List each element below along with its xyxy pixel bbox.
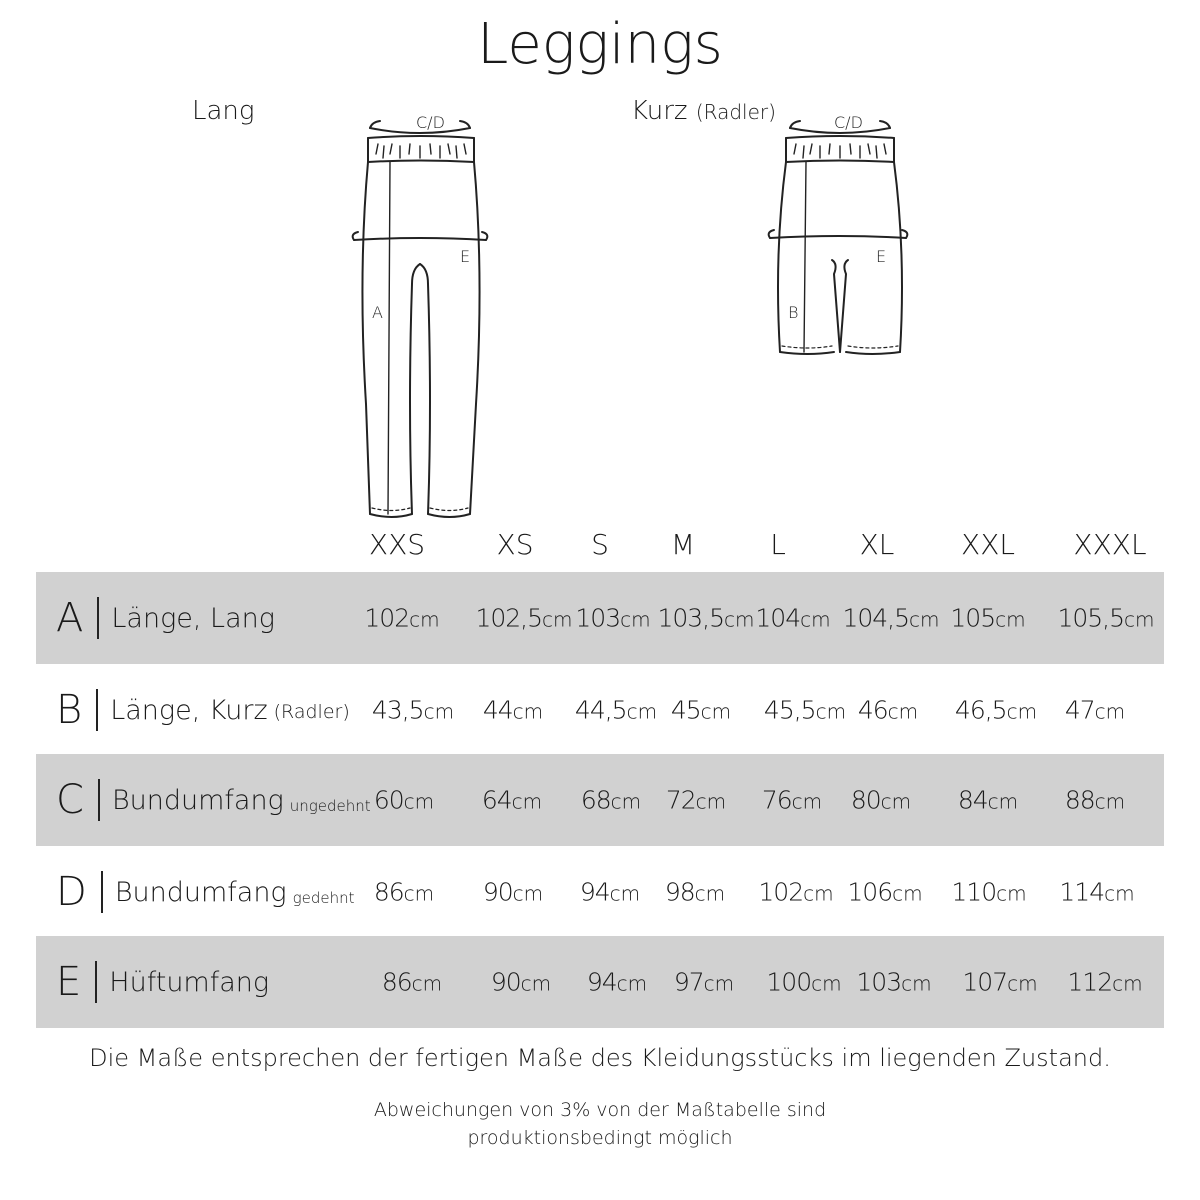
size-header: XL [859, 528, 895, 561]
measurement-unit: cm [987, 789, 1019, 814]
measurement-unit: cm [1094, 699, 1126, 724]
measurement-unit: cm [411, 971, 443, 996]
size-header: M [670, 528, 696, 561]
tolerance-note-line-2: produktionsbedingt möglich [467, 1127, 733, 1149]
divider [101, 871, 103, 913]
row-name: Länge, Kurz [110, 694, 268, 726]
measurement-unit: cm [403, 789, 435, 814]
row-label [56, 595, 275, 641]
measurement-value: 60 [373, 785, 404, 815]
measurement-cell [962, 968, 1037, 997]
measurement-cell [847, 878, 922, 907]
row-name: Hüftumfang [109, 966, 270, 998]
size-header: XXXL [1073, 528, 1147, 561]
measurement-unit: cm [791, 789, 823, 814]
measurement-cell [764, 696, 846, 725]
row-key-letter: B [56, 687, 83, 733]
measurement-cell [580, 878, 640, 907]
table-row [36, 572, 1164, 664]
measurement-cell [1065, 786, 1125, 815]
measurement-cell [851, 786, 911, 815]
measurement-unit: cm [700, 699, 732, 724]
measurement-value: 94 [579, 877, 610, 907]
measurement-cell [575, 696, 657, 725]
measurement-unit: cm [609, 881, 641, 906]
short-leggings-illustration [760, 104, 920, 364]
measurement-cell [374, 786, 434, 815]
long-e-label: E [460, 247, 471, 266]
measurement-value: 86 [373, 877, 404, 907]
measurement-cell [758, 878, 833, 907]
divider [97, 597, 99, 639]
measurement-unit: cm [892, 881, 923, 906]
table-row [36, 936, 1164, 1028]
tolerance-note-line-1: Abweichungen von 3% von der Maßtabelle sind [373, 1099, 827, 1121]
measurement-cell [674, 968, 734, 997]
measurement-cell [671, 696, 731, 725]
measurement-value: 105 [950, 603, 996, 633]
measurement-value: 107 [962, 967, 1008, 997]
measurement-unit: cm [520, 971, 552, 996]
measurement-cell [958, 786, 1018, 815]
size-header: XS [496, 528, 534, 561]
row-name-qualifier: gedehnt [292, 889, 355, 907]
long-leggings-illustration [340, 104, 500, 524]
measurement-value: 76 [761, 785, 792, 815]
measurement-unit: cm [703, 971, 735, 996]
measurement-value: 47 [1064, 695, 1095, 725]
measurement-value: 88 [1064, 785, 1095, 815]
measurement-unit: cm [1006, 699, 1038, 724]
measurement-value: 106 [847, 877, 893, 907]
measurement-unit: cm [694, 881, 726, 906]
measurement-value: 90 [482, 877, 513, 907]
short-cd-label: C/D [834, 113, 863, 132]
measurement-value: 64 [481, 785, 512, 815]
measurement-value: 44 [482, 695, 513, 725]
row-name-qualifier: ungedehnt [289, 797, 371, 815]
long-a-label: A [372, 303, 383, 322]
tolerance-note [0, 1096, 1200, 1152]
measurement-cell [955, 696, 1037, 725]
measurement-value: 104 [755, 603, 801, 633]
measurement-value: 72 [665, 785, 696, 815]
measurement-value: 100 [766, 967, 812, 997]
measurement-value: 44,5 [574, 695, 627, 725]
measurement-unit: cm [1104, 881, 1135, 906]
measurement-value: 103,5 [657, 603, 725, 633]
short-version-name: Kurz [631, 96, 688, 126]
measurement-unit: cm [1007, 971, 1038, 996]
divider [95, 961, 97, 1003]
measurement-unit: cm [512, 881, 544, 906]
measurement-cell [491, 968, 551, 997]
short-b-label: B [788, 303, 799, 322]
measurement-cell [842, 604, 939, 633]
size-header: S [591, 528, 609, 561]
measurement-cell [475, 604, 572, 633]
measurement-value: 105,5 [1057, 603, 1125, 633]
measurement-value: 114 [1059, 877, 1105, 907]
measurement-unit: cm [1124, 607, 1155, 632]
measurement-cell [1067, 968, 1142, 997]
measurement-value: 98 [664, 877, 695, 907]
measurement-value: 102 [364, 603, 410, 633]
measurement-unit: cm [811, 971, 842, 996]
short-version-label [631, 96, 776, 126]
measurement-cell [1059, 878, 1134, 907]
measurement-cell [951, 878, 1026, 907]
measurement-value: 43,5 [371, 695, 424, 725]
measurement-unit: cm [409, 607, 440, 632]
measurement-value: 104,5 [842, 603, 910, 633]
row-key-letter: E [56, 959, 82, 1005]
row-name: Länge, Lang [111, 602, 275, 634]
measurement-unit: cm [620, 607, 651, 632]
measurement-value: 103 [575, 603, 621, 633]
measurement-unit: cm [1094, 789, 1126, 814]
measurement-unit: cm [512, 699, 544, 724]
measurement-cell [372, 696, 454, 725]
row-label [56, 959, 269, 1005]
measurement-cell [364, 604, 439, 633]
measurement-cell [657, 604, 754, 633]
measurement-unit: cm [901, 971, 932, 996]
measurement-cell [483, 696, 543, 725]
measurement-cell [755, 604, 830, 633]
measurement-value: 46,5 [954, 695, 1007, 725]
measurement-cell [575, 604, 650, 633]
row-key-letter: D [56, 869, 87, 915]
measurement-cell [581, 786, 641, 815]
measurement-value: 45 [670, 695, 701, 725]
short-e-label: E [876, 247, 887, 266]
measurement-unit: cm [909, 607, 940, 632]
measurement-cell [856, 968, 931, 997]
measurement-cell [374, 878, 434, 907]
measurement-cell [587, 968, 647, 997]
measurement-unit: cm [815, 699, 847, 724]
measurement-value: 103 [856, 967, 902, 997]
measurement-unit: cm [423, 699, 455, 724]
row-label [56, 869, 355, 915]
measurement-unit: cm [724, 607, 755, 632]
measurement-value: 86 [381, 967, 412, 997]
table-row [36, 664, 1164, 756]
measurement-unit: cm [626, 699, 658, 724]
measurement-unit: cm [880, 789, 912, 814]
measurement-value: 68 [580, 785, 611, 815]
measurement-cell [665, 878, 725, 907]
row-label [56, 777, 371, 823]
measurement-cell [1057, 604, 1154, 633]
size-header: XXS [368, 528, 426, 561]
measurement-cell [483, 878, 543, 907]
measurement-unit: cm [996, 881, 1027, 906]
measurement-value: 102 [758, 877, 804, 907]
row-key-letter: C [56, 777, 84, 823]
row-name-qualifier: (Radler) [273, 701, 350, 723]
size-header: L [770, 528, 786, 561]
measurement-value: 112 [1067, 967, 1113, 997]
measurement-unit: cm [800, 607, 831, 632]
measurement-cell [950, 604, 1025, 633]
measurement-cell [666, 786, 726, 815]
measurement-cell [482, 786, 542, 815]
table-row [36, 846, 1164, 938]
measurement-value: 46 [857, 695, 888, 725]
measurement-value: 80 [850, 785, 881, 815]
size-header: XXL [961, 528, 1015, 561]
measurement-unit: cm [616, 971, 648, 996]
measurement-cell [1065, 696, 1125, 725]
measurement-value: 84 [957, 785, 988, 815]
measurement-value: 110 [951, 877, 997, 907]
measurement-unit: cm [542, 607, 573, 632]
measurement-unit: cm [803, 881, 834, 906]
row-name: Bundumfang [111, 784, 284, 816]
measurement-value: 45,5 [763, 695, 816, 725]
measurement-unit: cm [995, 607, 1026, 632]
long-cd-label: C/D [416, 113, 445, 132]
measurement-unit: cm [511, 789, 543, 814]
divider [96, 689, 98, 731]
measurement-cell [382, 968, 442, 997]
measurement-unit: cm [403, 881, 435, 906]
divider [98, 779, 100, 821]
row-label [56, 687, 350, 733]
row-name: Bundumfang [114, 876, 287, 908]
measurement-value: 102,5 [475, 603, 543, 633]
measurement-note: Die Maße entsprechen der fertigen Maße des Kleidungsstücks im liegenden Zustand. [89, 1044, 1111, 1072]
measurement-unit: cm [887, 699, 919, 724]
measurement-value: 97 [673, 967, 704, 997]
row-key-letter: A [56, 595, 84, 641]
measurement-unit: cm [1112, 971, 1143, 996]
measurement-unit: cm [695, 789, 727, 814]
page-title: Leggings [477, 12, 723, 77]
long-version-label: Lang [192, 96, 255, 126]
measurement-cell [762, 786, 822, 815]
short-version-sub: (Radler) [695, 100, 776, 124]
measurement-cell [858, 696, 918, 725]
table-row [36, 754, 1164, 846]
measurement-value: 94 [586, 967, 617, 997]
measurement-cell [766, 968, 841, 997]
measurement-unit: cm [610, 789, 642, 814]
measurement-value: 90 [490, 967, 521, 997]
